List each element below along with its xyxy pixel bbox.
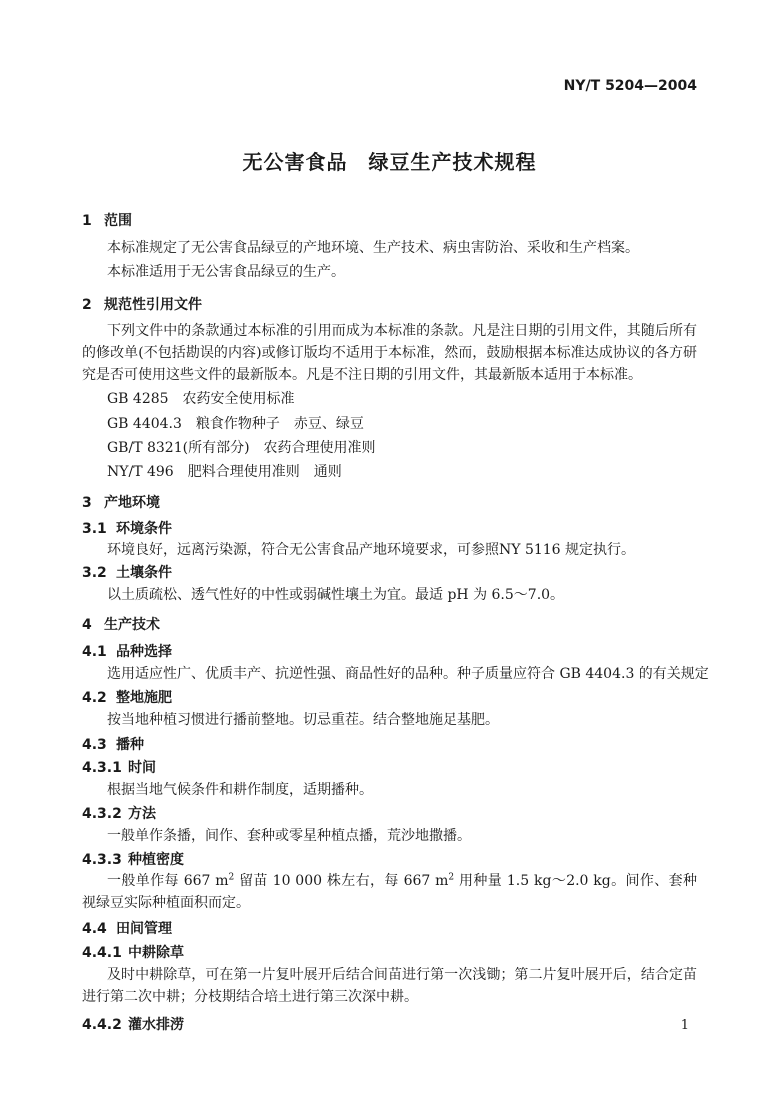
subsection-4-3-1-heading [82, 757, 156, 777]
paragraph: 以土质疏松、透气性好的中性或弱碱性壤土为宜。最适 pH 为 6.5～7.0。 [107, 587, 565, 603]
section-number: 4.1 [82, 644, 107, 660]
reference-item: NY/T 496 肥料合理使用准则 通则 [107, 464, 342, 480]
section-title: 种植密度 [128, 852, 184, 868]
section-title: 规范性引用文件 [104, 297, 202, 313]
section-4-heading [82, 614, 160, 634]
paragraph-planting-density [82, 870, 697, 914]
subsection-4-1-heading [82, 641, 172, 661]
section-number: 4.4.1 [82, 945, 122, 961]
section-number: 4.3.3 [82, 852, 122, 868]
page-number: 1 [680, 1018, 689, 1033]
text-run: 用种量 1.5 kg～2.0 kg。间作、套种视绿豆实际种植面积而定。 [82, 873, 697, 911]
reference-item: GB/T 8321(所有部分) 农药合理使用准则 [107, 440, 376, 456]
reference-item: GB 4285 农药安全使用标准 [107, 391, 295, 407]
section-number: 4 [82, 617, 92, 633]
section-number: 4.4.2 [82, 1017, 122, 1033]
section-number: 4.3 [82, 737, 107, 753]
subsection-3-2-heading [82, 562, 172, 582]
section-number: 3.2 [82, 565, 107, 581]
section-title: 环境条件 [116, 521, 172, 537]
section-title: 整地施肥 [116, 690, 172, 706]
section-number: 4.4 [82, 921, 107, 937]
section-title: 土壤条件 [116, 565, 172, 581]
section-title: 品种选择 [116, 644, 172, 660]
reference-item: GB 4404.3 粮食作物种子 赤豆、绿豆 [107, 416, 364, 432]
section-2-heading [82, 294, 202, 314]
text-run: 一般单作每 667 m [107, 873, 229, 889]
section-title: 时间 [128, 760, 156, 776]
superscript: 2 [228, 872, 235, 883]
text-run: 留苗 10 000 株左右，每 667 m [234, 873, 449, 889]
paragraph: 本标准适用于无公害食品绿豆的生产。 [107, 264, 345, 280]
section-title: 范围 [104, 213, 132, 229]
subsection-4-4-1-heading [82, 942, 184, 962]
section-number: 3 [82, 495, 92, 511]
subsection-4-4-heading [82, 918, 172, 938]
section-title: 生产技术 [104, 617, 160, 633]
section-number: 3.1 [82, 521, 107, 537]
section-number: 4.2 [82, 690, 107, 706]
section-number: 4.3.2 [82, 806, 122, 822]
paragraph: 选用适应性广、优质丰产、抗逆性强、商品性好的品种。种子质量应符合 GB 4404.3 的有关规定 [107, 666, 709, 682]
document-title: 无公害食品 绿豆生产技术规程 [242, 150, 537, 174]
subsection-4-3-2-heading [82, 803, 156, 823]
subsection-4-2-heading [82, 687, 172, 707]
paragraph: 根据当地气候条件和耕作制度，适期播种。 [107, 782, 373, 798]
paragraph: 下列文件中的条款通过本标准的引用而成为本标准的条款。凡是注日期的引用文件，其随后所有的修改单(不包括勘误的内容)或修订版均不适用于本标准，然而，鼓励根据本标准达成协议的各方研究是否可使用这些文件的最新版本。凡是不注日期的引用文件，其最新版本适用于本标准。 [82, 323, 697, 383]
section-number: 1 [82, 213, 92, 229]
superscript: 2 [448, 872, 455, 883]
paragraph: 一般单作条播，间作、套种或零星种植点播，荒沙地撒播。 [107, 828, 471, 844]
paragraph: 环境良好，远离污染源，符合无公害食品产地环境要求，可参照NY 5116 规定执行。 [107, 542, 636, 558]
paragraph: 按当地种植习惯进行播前整地。切忌重茬。结合整地施足基肥。 [107, 712, 499, 728]
subsection-3-1-heading [82, 518, 172, 538]
paragraph: 及时中耕除草，可在第一片复叶展开后结合间苗进行第一次浅锄；第二片复叶展开后，结合定苗进行第二次中耕；分枝期结合培土进行第三次深中耕。 [82, 967, 697, 1005]
section-title: 方法 [128, 806, 156, 822]
subsection-4-4-2-heading [82, 1014, 184, 1034]
section-1-heading [82, 210, 132, 230]
section-3-heading [82, 492, 160, 512]
subsection-4-3-3-heading [82, 849, 184, 869]
section-title: 中耕除草 [128, 945, 184, 961]
section-number: 2 [82, 297, 92, 313]
section-title: 产地环境 [104, 495, 160, 511]
section-title: 灌水排涝 [128, 1017, 184, 1033]
section-title: 田间管理 [116, 921, 172, 937]
section-title: 播种 [116, 737, 144, 753]
subsection-4-3-heading [82, 734, 144, 754]
paragraph: 本标准规定了无公害食品绿豆的产地环境、生产技术、病虫害防治、采收和生产档案。 [107, 240, 639, 256]
standard-code: NY/T 5204—2004 [563, 78, 697, 94]
section-number: 4.3.1 [82, 760, 122, 776]
